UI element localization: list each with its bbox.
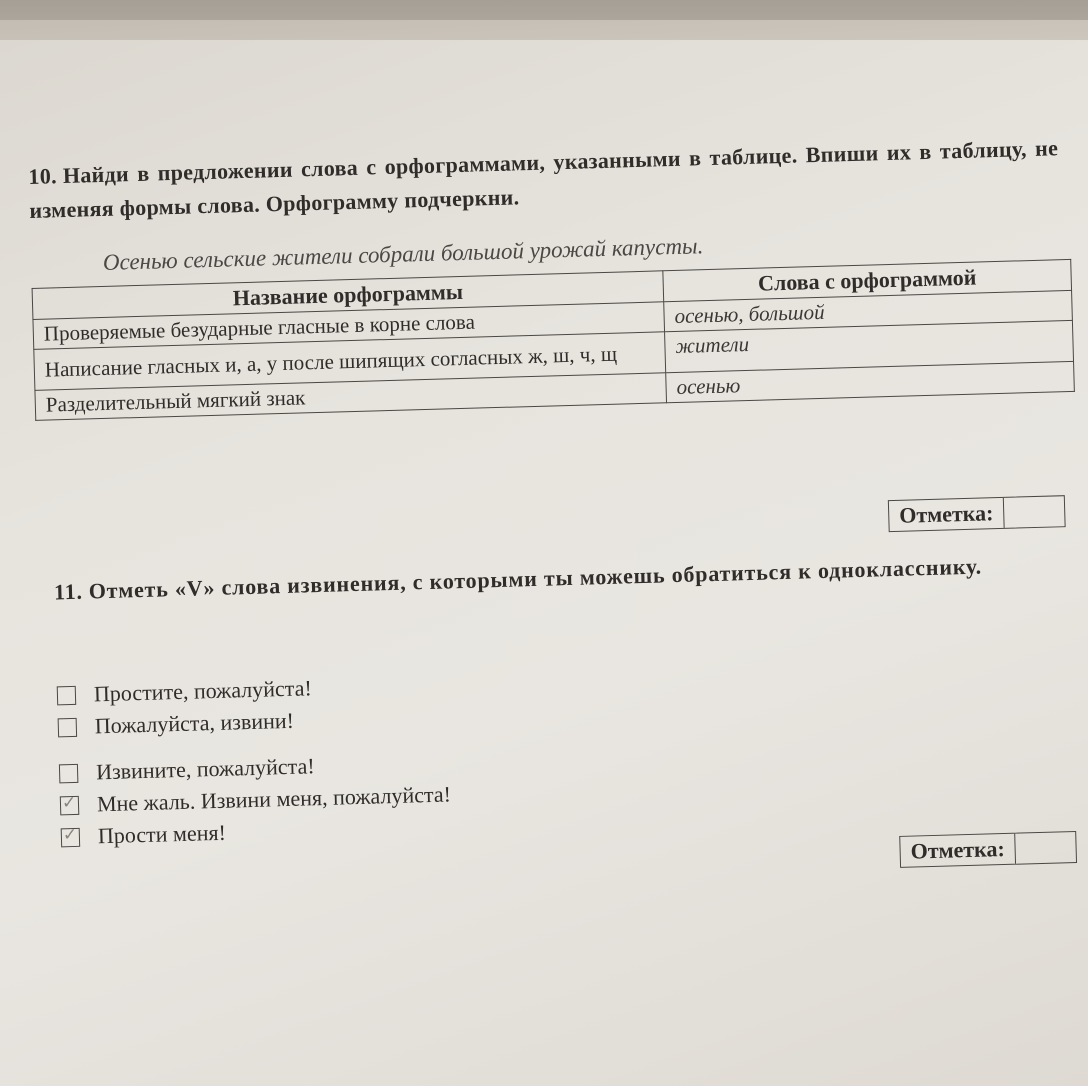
checkbox[interactable] — [57, 685, 77, 705]
row-orthogram-name: Проверяемые безударные гласные в корне слова — [33, 302, 665, 350]
option-label: Пожалуйста, извини! — [94, 707, 295, 739]
task-10-sentence: Осенью сельские жители собрали большой урожай капусты. — [102, 233, 704, 275]
option-label: Простите, пожалуйста! — [93, 675, 313, 707]
header-orthogram-name: Название орфограммы — [32, 271, 664, 320]
check-mark-icon: ✓ — [62, 824, 78, 845]
checkbox[interactable] — [58, 717, 78, 737]
row-orthogram-name: Написание гласных и, а, у после шипящих согласных ж, ш, ч, щ — [34, 332, 666, 391]
option-label: Прости меня! — [97, 819, 227, 849]
row-answer[interactable]: осенью — [666, 361, 1075, 402]
mark-label: Отметка: — [900, 834, 1016, 867]
option-label: Извините, пожалуйста! — [95, 753, 315, 785]
mark-cell[interactable] — [1004, 496, 1065, 528]
task-10-text: Найди в предложении слова с орфограммами, указанными в таблице. Впиши их в таблицу, не изменяя формы слова. Орфограмму подчеркни. — [29, 135, 1059, 223]
mark-cell[interactable] — [1015, 832, 1076, 864]
task-11-mark-box — [899, 831, 1077, 868]
task-10-mark-box — [888, 495, 1066, 532]
mark-label: Отметка: — [889, 498, 1005, 531]
option-label: Мне жаль. Извини меня, пожалуйста! — [96, 781, 452, 817]
checkbox-checked[interactable] — [60, 792, 80, 815]
checkbox-checked[interactable] — [61, 824, 81, 847]
worksheet-content — [28, 130, 1088, 879]
apology-options — [57, 668, 453, 853]
orthogram-table — [32, 259, 1075, 421]
checkbox[interactable] — [59, 763, 79, 783]
task-11-instruction — [54, 547, 1085, 610]
row-answer[interactable]: осенью, большой — [664, 290, 1073, 331]
check-mark-icon: ✓ — [61, 792, 77, 813]
header-words: Слова с орфограммой — [663, 259, 1072, 301]
task-11-text: Отметь «V» слова извинения, с которыми ты можешь обратиться к однокласснику. — [88, 553, 983, 604]
task-11-number: 11. — [53, 578, 84, 605]
task-11 — [54, 547, 1085, 610]
task-10-number: 10. — [28, 163, 58, 189]
row-orthogram-name: Разделительный мягкий знак — [35, 373, 667, 421]
row-answer[interactable]: жители — [665, 320, 1074, 372]
